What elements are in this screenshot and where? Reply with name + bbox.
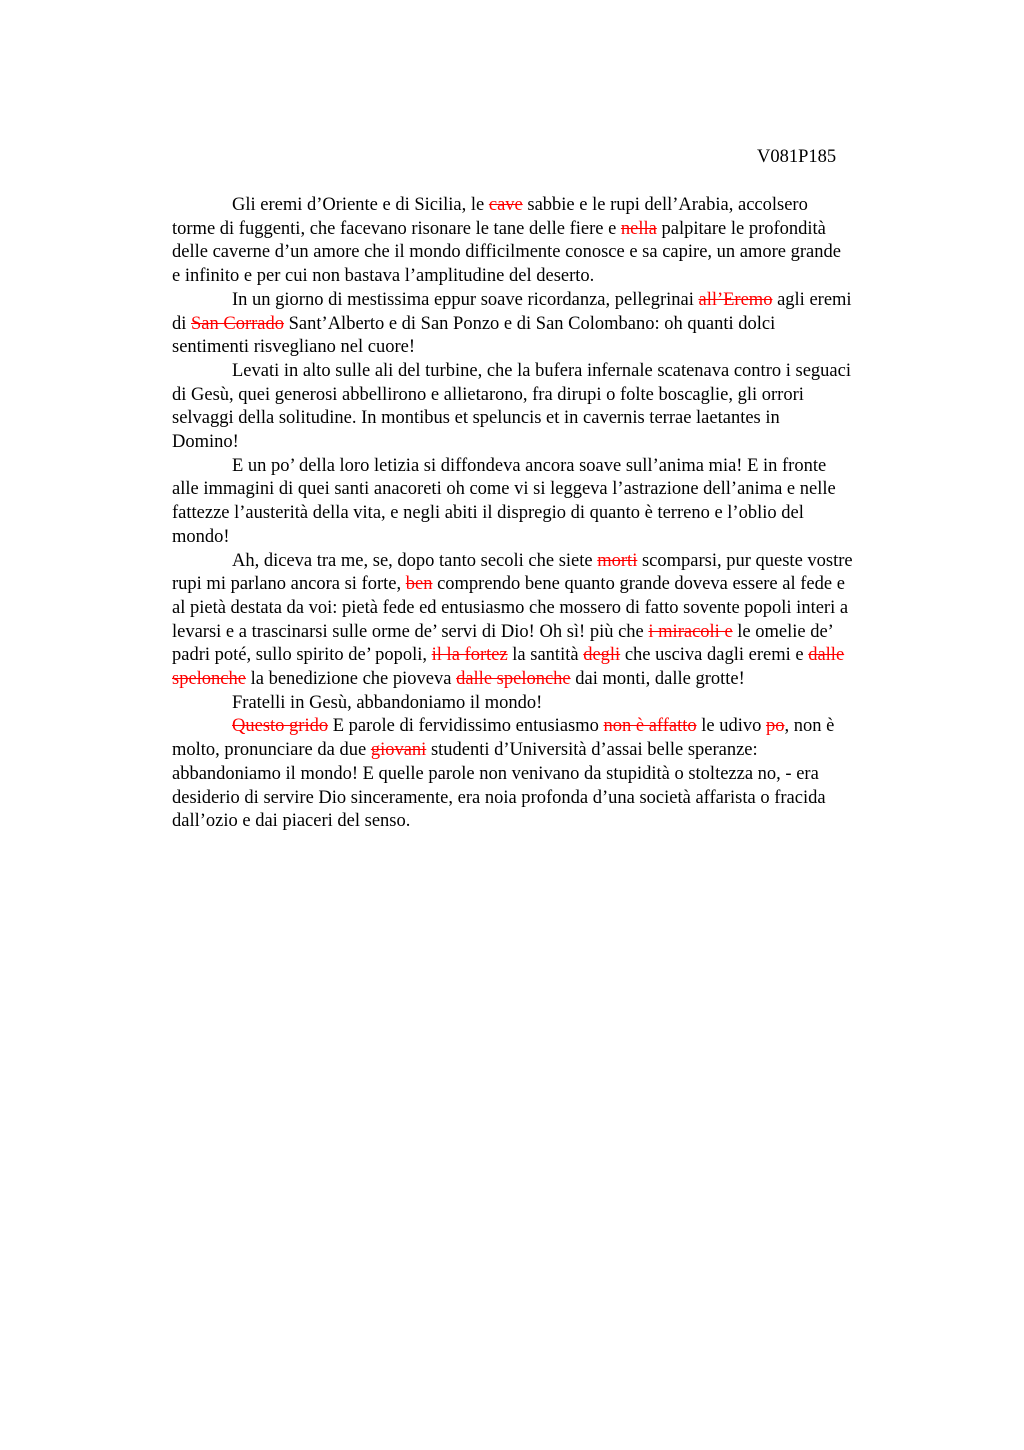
- text-segment: le udivo: [696, 716, 767, 737]
- text-segment: Ah, diceva tra me, se, dopo tanto secoli che siete: [232, 550, 598, 571]
- text-segment: sentimenti risvegliano nel cuore!: [172, 337, 415, 358]
- page-reference: V081P185: [757, 147, 837, 167]
- text-segment: abbandoniamo il mondo! E quelle parole non venivano da stupidità o stoltezza no, - era: [172, 763, 819, 784]
- text-segment: rupi mi parlano ancora si forte,: [172, 574, 406, 595]
- text-segment: delle caverne d’un amore che il mondo difficilmente conosce e sa capire, un amore grande: [172, 242, 841, 263]
- paragraph: [172, 455, 932, 550]
- text-line: [172, 715, 932, 739]
- text-segment: la santità: [507, 645, 584, 666]
- paragraph: [172, 360, 932, 455]
- deleted-text: degli: [583, 645, 621, 666]
- text-line: [172, 431, 932, 455]
- text-line: [172, 787, 932, 811]
- deleted-text: giovani: [370, 740, 427, 761]
- deleted-text: il la fortez: [431, 645, 508, 666]
- text-segment: agli eremi: [772, 289, 852, 310]
- text-segment: fattezze l’austerità della vita, e negli abiti il dispregio di quanto è terreno e l’oblio del: [172, 503, 804, 524]
- text-segment: Domino!: [172, 432, 239, 453]
- text-line: [172, 265, 932, 289]
- text-segment: studenti d’Università d’assai belle speranze:: [426, 740, 758, 761]
- deleted-text: all’Eremo: [698, 289, 773, 310]
- deleted-text: non è affatto: [603, 716, 697, 737]
- text-line: [172, 550, 932, 574]
- text-segment: E parole di fervidissimo entusiasmo: [328, 716, 604, 737]
- text-line: [172, 597, 932, 621]
- text-segment: padri poté, sullo spirito de’ popoli,: [172, 645, 432, 666]
- text-line: [172, 336, 932, 360]
- deleted-text: dalle spelonche: [456, 669, 571, 690]
- text-segment: di Gesù, quei generosi abbellirono e allietarono, fra dirupi o folte boscaglie, gli orrori: [172, 384, 804, 405]
- text-line: [172, 644, 932, 668]
- text-line: [172, 289, 932, 313]
- text-segment: molto, pronunciare da due: [172, 740, 371, 761]
- text-segment: le omelie de’: [732, 621, 834, 642]
- text-line: [172, 478, 932, 502]
- text-segment: sabbie e le rupi dell’Arabia, accolsero: [522, 195, 808, 215]
- text-segment: dall’ozio e dai piaceri del senso.: [172, 811, 411, 832]
- text-line: [172, 739, 932, 763]
- text-segment: mondo!: [172, 526, 230, 547]
- text-segment: Sant’Alberto e di San Ponzo e di San Colombano: oh quanti dolci: [284, 313, 776, 334]
- text-segment: di: [172, 313, 192, 334]
- text-segment: In un giorno di mestissima eppur soave ricordanza, pellegrinai: [232, 289, 699, 310]
- text-segment: desiderio di servire Dio sinceramente, era noia profonda d’una società affarista o fracida: [172, 787, 826, 808]
- deleted-text: spelonche: [172, 669, 246, 690]
- text-line: [172, 455, 932, 479]
- text-segment: e infinito e per cui non bastava l’amplitudine del deserto.: [172, 266, 595, 287]
- deleted-text: cave: [488, 195, 523, 215]
- deleted-text: ben: [405, 574, 433, 595]
- text-segment: , non è: [784, 716, 835, 737]
- text-segment: la benedizione che pioveva: [245, 669, 457, 690]
- text-line: [172, 218, 932, 242]
- text-line: [172, 241, 932, 265]
- deleted-text: dalle: [808, 645, 845, 666]
- text-line: [172, 526, 932, 550]
- text-segment: levarsi e a trascinarsi sulle orme de’ servi di Dio! Oh sì! più che: [172, 621, 649, 642]
- text-segment: selvaggi della solitudine. In montibus et speluncis et in cavernis terrae laetantes in: [172, 408, 780, 429]
- text-line: [172, 810, 932, 834]
- text-segment: scomparsi, pur queste vostre: [637, 550, 853, 571]
- text-segment: E un po’ della loro letizia si diffondeva ancora soave sull’anima mia! E in fronte: [232, 455, 827, 476]
- paragraph: [172, 550, 932, 692]
- text-line: [172, 668, 932, 692]
- document-body: [172, 194, 932, 834]
- text-segment: alle immagini di quei santi anacoreti oh come vi si leggeva l’astrazione dell’anima e nelle: [172, 479, 836, 500]
- text-segment: torme di fuggenti, che facevano risonare le tane delle fiere e: [172, 218, 621, 239]
- text-line: [172, 313, 932, 337]
- text-line: [172, 502, 932, 526]
- deleted-text: i miracoli e: [648, 621, 733, 642]
- text-segment: comprendo bene quanto grande doveva essere al fede e: [432, 574, 845, 595]
- text-segment: al pietà destata da voi: pietà fede ed entusiasmo che mossero di fatto sovente popoli interi a: [172, 597, 849, 618]
- text-line: [172, 384, 932, 408]
- text-segment: palpitare le profondità: [656, 218, 826, 239]
- paragraph: [172, 289, 932, 360]
- text-line: [172, 360, 932, 384]
- text-line: [172, 763, 932, 787]
- text-segment: che usciva dagli eremi e: [620, 645, 809, 666]
- text-segment: Levati in alto sulle ali del turbine, che la bufera infernale scatenava contro i seguaci: [232, 360, 851, 381]
- text-segment: Gli eremi d’Oriente e di Sicilia, le: [232, 195, 489, 215]
- deleted-text: nella: [620, 218, 657, 239]
- deleted-text: morti: [597, 550, 638, 571]
- text-line: [172, 692, 932, 716]
- deleted-text: po: [766, 716, 785, 737]
- text-line: [172, 573, 932, 597]
- text-segment: dai monti, dalle grotte!: [570, 669, 745, 690]
- paragraph: [172, 715, 932, 834]
- deleted-text: San Corrado: [191, 313, 285, 334]
- text-segment: Fratelli in Gesù, abbandoniamo il mondo!: [232, 692, 543, 713]
- deleted-text: Questo grido: [232, 716, 329, 737]
- paragraph: [172, 194, 932, 289]
- text-line: [172, 194, 932, 218]
- paragraph: [172, 692, 932, 716]
- text-line: [172, 407, 932, 431]
- text-line: [172, 621, 932, 645]
